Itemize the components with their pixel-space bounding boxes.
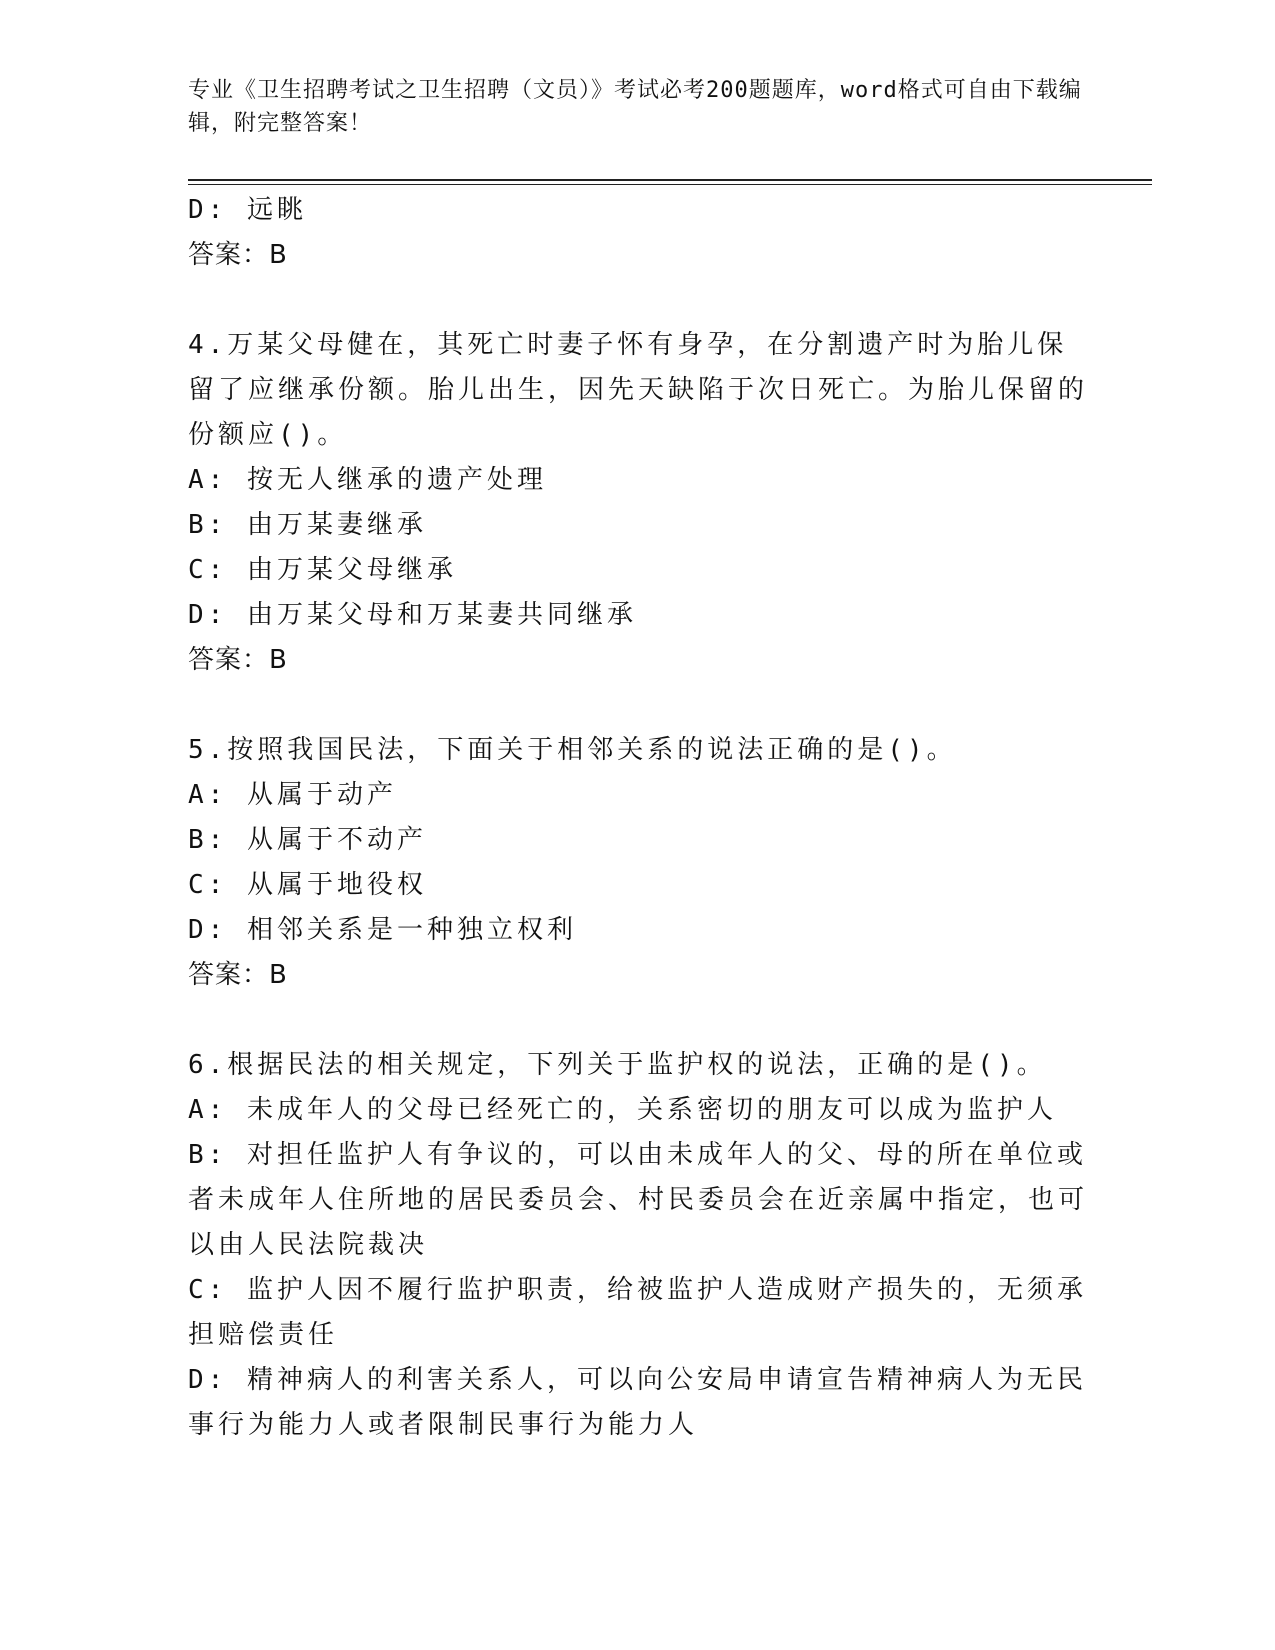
option-b: B: 对担任监护人有争议的，可以由未成年人的父、母的所在单位或者未成年人住所地的居民委员会、村民委员会在近亲属中指定，也可以由人民法院裁决 (188, 1140, 1089, 1260)
option-b: B: 从属于不动产 (188, 825, 427, 855)
question-4 (188, 323, 1088, 683)
answer: 答案：B (188, 240, 288, 270)
question-stem: 6.根据民法的相关规定，下列关于监护权的说法，正确的是()。 (188, 1050, 1047, 1080)
option-a: A: 按无人继承的遗产处理 (188, 465, 547, 495)
document-header: 专业《卫生招聘考试之卫生招聘（文员）》考试必考200题题库，word格式可自由下载编辑，附完整答案！ (188, 78, 1082, 136)
question-stem: 4.万某父母健在，其死亡时妻子怀有身孕，在分割遗产时为胎儿保留了应继承份额。胎儿出生，因先天缺陷于次日死亡。为胎儿保留的份额应()。 (188, 330, 1089, 450)
option-b: B: 由万某妻继承 (188, 510, 427, 540)
option-d: D: 相邻关系是一种独立权利 (188, 915, 577, 945)
option-d: D: 由万某父母和万某妻共同继承 (188, 600, 637, 630)
question-5 (188, 728, 1088, 998)
question-6 (188, 1043, 1088, 1448)
option-a: A: 从属于动产 (188, 780, 397, 810)
question-list (188, 188, 1088, 1448)
header-divider (188, 179, 1152, 181)
answer: 答案：B (188, 960, 288, 990)
answer: 答案：B (188, 645, 288, 675)
option-a: A: 未成年人的父母已经死亡的，关系密切的朋友可以成为监护人 (188, 1095, 1057, 1125)
option-c: C: 由万某父母继承 (188, 555, 457, 585)
previous-question-tail (188, 188, 1088, 278)
header-divider-thin (188, 184, 1152, 185)
option-c: C: 监护人因不履行监护职责，给被监护人造成财产损失的，无须承担赔偿责任 (188, 1275, 1087, 1350)
option-d: D: 精神病人的利害关系人，可以向公安局申请宣告精神病人为无民事行为能力人或者限制民事行为能力人 (188, 1365, 1087, 1440)
question-stem: 5.按照我国民法，下面关于相邻关系的说法正确的是()。 (188, 735, 957, 765)
option-d: D: 远眺 (188, 195, 307, 225)
option-c: C: 从属于地役权 (188, 870, 427, 900)
